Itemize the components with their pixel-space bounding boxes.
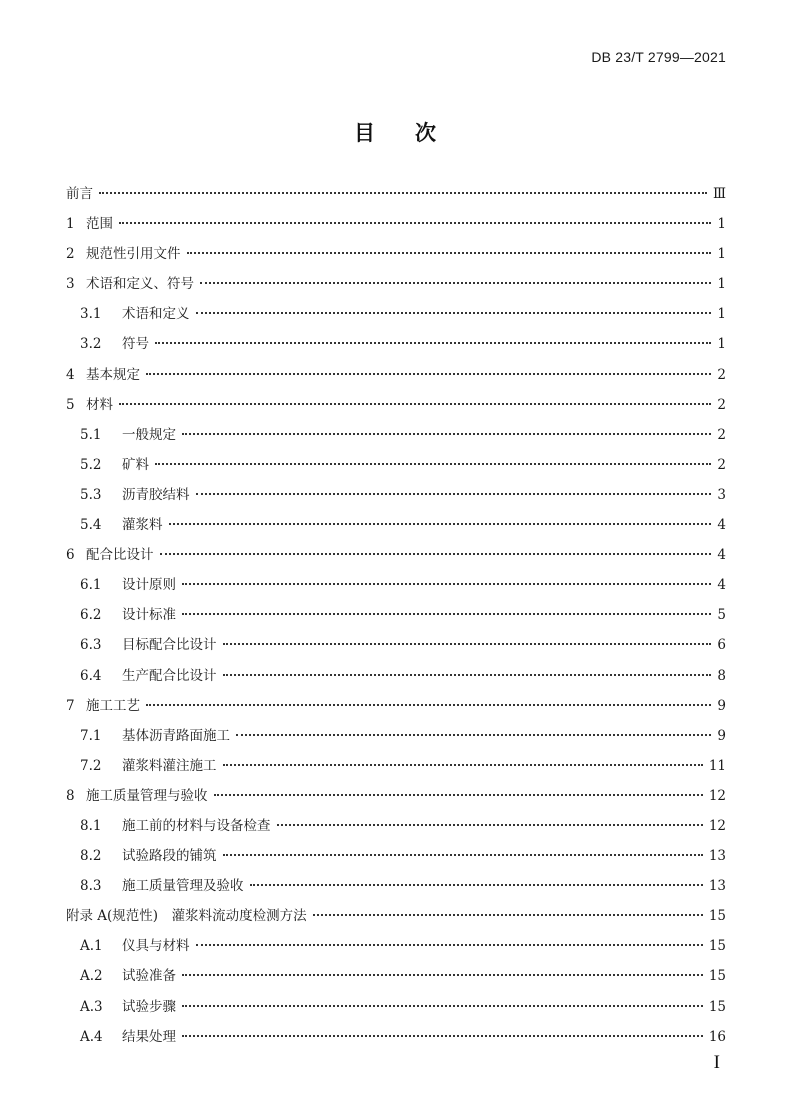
toc-entry-title: 试验路段的铺筑	[122, 848, 217, 865]
toc-entry-title: 生产配合比设计	[122, 667, 217, 684]
toc-entry-number: 5.3	[80, 486, 102, 503]
toc-entry[interactable]	[66, 992, 726, 1022]
toc-entry-title: 试验步骤	[122, 998, 176, 1015]
toc-entry[interactable]	[66, 931, 726, 961]
toc-leader-dots	[146, 373, 711, 375]
toc-entry-number: A.4	[80, 1028, 103, 1045]
toc-entry-page: 4	[717, 547, 726, 564]
toc-entry[interactable]	[66, 179, 726, 209]
toc-entry-title: 灌浆料	[122, 517, 163, 534]
toc-entry[interactable]	[66, 390, 726, 420]
toc-leader-dots	[187, 252, 712, 254]
toc-entry-title: 范围	[86, 216, 113, 233]
toc-leader-dots	[182, 613, 711, 615]
toc-leader-dots	[99, 192, 707, 194]
toc-entry-title: 术语和定义、符号	[86, 276, 194, 293]
toc-entry[interactable]	[66, 360, 726, 390]
toc-entry[interactable]	[66, 269, 726, 299]
toc-entry-page: 6	[717, 637, 726, 654]
toc-entry-title: 基本规定	[86, 366, 140, 383]
toc-entry-title: 设计原则	[122, 577, 176, 594]
toc-entry-page: 12	[708, 787, 726, 804]
toc-entry-title: 矿料	[122, 456, 149, 473]
toc-entry-number: 6.2	[80, 607, 102, 624]
toc-leader-dots	[313, 914, 703, 916]
toc-entry-title: 基体沥青路面施工	[122, 727, 230, 744]
toc-entry-page: 13	[708, 848, 726, 865]
toc-entry-number: A.2	[80, 968, 103, 985]
toc-leader-dots	[182, 583, 711, 585]
toc-leader-dots	[250, 884, 703, 886]
toc-entry-title: 施工质量管理及验收	[122, 878, 244, 895]
toc-entry-page: 8	[717, 667, 726, 684]
toc-entry-title: 施工前的材料与设备检查	[122, 817, 271, 834]
toc-entry-title: 施工质量管理与验收	[86, 787, 208, 804]
toc-entry-page: 12	[708, 817, 726, 834]
toc-entry-title: 配合比设计	[86, 547, 154, 564]
toc-entry-title: 符号	[122, 336, 149, 353]
toc-entry[interactable]	[66, 661, 726, 691]
toc-entry-number: 8.2	[80, 848, 102, 865]
toc-entry-number: A.3	[80, 998, 103, 1015]
toc-entry-number: 5.4	[80, 517, 102, 534]
title-char-1: 目	[354, 121, 375, 145]
toc-entry-title: 结果处理	[122, 1028, 176, 1045]
table-of-contents	[66, 179, 726, 1052]
toc-entry-number: 3.1	[80, 306, 102, 323]
toc-leader-dots	[236, 734, 711, 736]
toc-entry[interactable]	[66, 811, 726, 841]
toc-leader-dots	[155, 463, 711, 465]
toc-entry-page: 5	[717, 607, 726, 624]
toc-entry-page: 4	[717, 577, 726, 594]
toc-entry-page: 2	[717, 426, 726, 443]
toc-leader-dots	[160, 553, 712, 555]
toc-leader-dots	[223, 764, 703, 766]
toc-entry-title: 灌浆料灌注施工	[122, 757, 217, 774]
toc-leader-dots	[200, 282, 711, 284]
toc-entry[interactable]	[66, 751, 726, 781]
toc-entry-page: 15	[708, 908, 726, 925]
toc-entry-page: 15	[708, 998, 726, 1015]
toc-entry[interactable]	[66, 691, 726, 721]
toc-leader-dots	[182, 433, 711, 435]
toc-leader-dots	[214, 794, 703, 796]
toc-entry-page: 1	[717, 246, 726, 263]
toc-leader-dots	[119, 403, 711, 405]
toc-entry[interactable]	[66, 1022, 726, 1052]
toc-leader-dots	[155, 342, 711, 344]
toc-entry-title: 前言	[66, 186, 93, 202]
toc-entry-number: 5	[66, 396, 75, 413]
toc-entry-number: 4	[66, 366, 75, 383]
toc-entry[interactable]	[66, 871, 726, 901]
toc-entry-page: 9	[717, 727, 726, 744]
toc-entry-title: 材料	[86, 396, 113, 413]
toc-leader-dots	[182, 974, 703, 976]
toc-leader-dots	[196, 493, 712, 495]
toc-entry-number: 6	[66, 547, 75, 564]
toc-entry[interactable]	[66, 510, 726, 540]
toc-entry-title: 仪具与材料	[122, 938, 190, 955]
toc-leader-dots	[223, 854, 703, 856]
toc-entry[interactable]	[66, 450, 726, 480]
toc-entry-number: 6.4	[80, 667, 102, 684]
toc-entry[interactable]	[66, 630, 726, 660]
toc-entry[interactable]	[66, 901, 726, 931]
toc-entry-page: 2	[717, 396, 726, 413]
toc-entry-number: 1	[66, 216, 75, 233]
page-number: I	[713, 1052, 720, 1073]
toc-entry-number: 5.2	[80, 456, 102, 473]
toc-entry[interactable]	[66, 209, 726, 239]
toc-entry[interactable]	[66, 540, 726, 570]
toc-entry-page: 2	[717, 366, 726, 383]
toc-entry-number: 8	[66, 787, 75, 804]
toc-entry-page: 9	[717, 697, 726, 714]
toc-leader-dots	[169, 523, 712, 525]
toc-entry-number: 3.2	[80, 336, 102, 353]
toc-entry[interactable]	[66, 329, 726, 359]
toc-entry[interactable]	[66, 781, 726, 811]
toc-entry-page: 15	[708, 968, 726, 985]
toc-entry-page: 1	[717, 336, 726, 353]
toc-entry-page: 15	[708, 938, 726, 955]
toc-entry-number: 3	[66, 276, 75, 293]
toc-entry-page: 1	[717, 216, 726, 233]
toc-entry-page: 4	[717, 517, 726, 534]
toc-entry[interactable]	[66, 480, 726, 510]
toc-entry-title: 术语和定义	[122, 306, 190, 323]
toc-entry-number: 7	[66, 697, 75, 714]
toc-entry-title: 一般规定	[122, 426, 176, 443]
toc-entry-page: 16	[708, 1028, 726, 1045]
toc-entry-title: 规范性引用文件	[86, 246, 181, 263]
toc-entry-number: 5.1	[80, 426, 102, 443]
toc-entry[interactable]	[66, 239, 726, 269]
toc-leader-dots	[146, 704, 711, 706]
toc-entry-title: 附录 A(规范性) 灌浆料流动度检测方法	[66, 908, 307, 925]
toc-leader-dots	[277, 824, 703, 826]
toc-entry-page: Ⅲ	[712, 186, 726, 202]
page-title	[0, 117, 790, 147]
toc-entry-number: 7.1	[80, 727, 102, 744]
toc-entry-number: 8.3	[80, 878, 102, 895]
toc-entry-number: A.1	[80, 938, 103, 955]
toc-entry-title: 施工工艺	[86, 697, 140, 714]
toc-entry-title: 试验准备	[122, 968, 176, 985]
toc-leader-dots	[119, 222, 711, 224]
toc-entry-page: 1	[717, 306, 726, 323]
toc-leader-dots	[182, 1035, 703, 1037]
toc-entry[interactable]	[66, 841, 726, 871]
toc-leader-dots	[196, 944, 703, 946]
toc-entry-number: 8.1	[80, 817, 102, 834]
toc-entry-title: 设计标准	[122, 607, 176, 624]
toc-entry-page: 2	[717, 456, 726, 473]
toc-entry[interactable]	[66, 299, 726, 329]
toc-entry-page: 13	[708, 878, 726, 895]
title-char-2: 次	[415, 121, 436, 145]
toc-entry[interactable]	[66, 570, 726, 600]
toc-leader-dots	[182, 1005, 703, 1007]
toc-entry-number: 2	[66, 246, 75, 263]
toc-entry[interactable]	[66, 961, 726, 991]
toc-entry-page: 11	[708, 757, 726, 774]
toc-leader-dots	[223, 643, 712, 645]
toc-entry-page: 3	[717, 486, 726, 503]
toc-leader-dots	[223, 674, 712, 676]
toc-entry-number: 7.2	[80, 757, 102, 774]
toc-entry-number: 6.1	[80, 577, 102, 594]
document-code: DB 23/T 2799—2021	[591, 49, 726, 65]
toc-entry[interactable]	[66, 600, 726, 630]
toc-entry-title: 目标配合比设计	[122, 637, 217, 654]
toc-entry-number: 6.3	[80, 637, 102, 654]
toc-leader-dots	[196, 312, 712, 314]
toc-entry[interactable]	[66, 420, 726, 450]
toc-entry[interactable]	[66, 721, 726, 751]
toc-entry-title: 沥青胶结料	[122, 486, 190, 503]
toc-entry-page: 1	[717, 276, 726, 293]
